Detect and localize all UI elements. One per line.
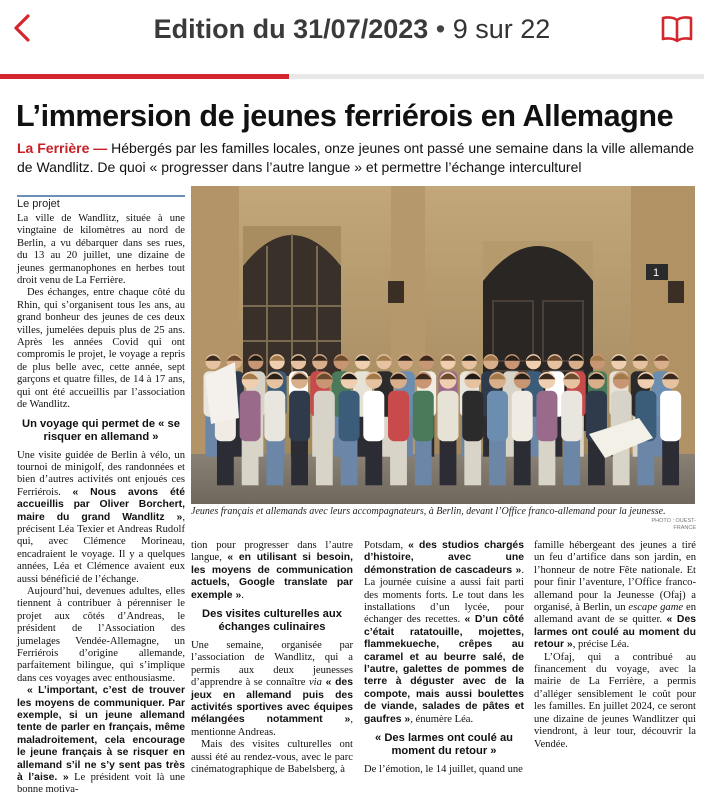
title-separator: •	[435, 14, 446, 44]
quote: « en utilisant si besoin, les moyens de communication actuels, Google translate par exemple »	[191, 552, 353, 601]
quote: « Nous avons été accueillis par Oliver Borchert, maire du grand Wandlitz »	[17, 486, 185, 523]
column-2	[191, 540, 353, 777]
text-run: , précise Léa.	[572, 639, 630, 651]
paragraph: Des échanges, entre chaque côté du Rhin, qui s’organisent tous les ans, au grand bonheur des jeunes de ces deux villes, jumelées depuis plus de 25 ans. Après les années Covid qui ont compromis le projet, le voyage a repris de plus belle avec, cette année, sept garçons et quatre filles, de 14 à 17 ans, qui ont été accueillis par l’association de Wandlitz.	[17, 287, 185, 411]
section-label: Le projet	[17, 195, 185, 211]
door-number: 1	[653, 267, 660, 279]
text-run: via	[308, 677, 322, 689]
paragraph: Mais des visites culturelles ont aussi été au rendez-vous, avec le parc cinématographique de Babelsberg, à	[191, 739, 353, 776]
photo-credit: PHOTO : OUEST-FRANCE	[651, 518, 696, 531]
subheading: Un voyage qui permet de « se risquer en allemand »	[22, 417, 180, 443]
photo-caption: Jeunes français et allemands avec leurs accompagnateurs, à Berlin, devant l’Office franco-allemand pour la jeunesse.	[191, 506, 666, 517]
paragraph	[17, 450, 185, 586]
text-run: Une visite guidée de Berlin à vélo, un tournoi de minigolf, des randonnées et bien d’autres activités ont enjoués ces Ferriérois.	[17, 449, 185, 498]
edition-label: Edition du 31/07/2023	[153, 14, 429, 44]
page-indicator: 9 sur 22	[452, 14, 551, 44]
text-run: Le président voit là une bonne motiva-	[17, 772, 186, 796]
paragraph	[364, 540, 524, 726]
quote: « Des larmes ont coulé au moment du retour »	[534, 614, 696, 651]
reading-progress-fill	[0, 74, 289, 79]
text-run: escape game	[628, 602, 684, 614]
text-run: tion pour progresser dans l’autre langue,	[191, 540, 353, 564]
text-run: Une semaine, organisée par l’association de Wandlitz, qui a permis aux deux jeunesses d’apprendre à se connaître	[191, 640, 353, 689]
subheading: « Des larmes ont coulé au moment du retour »	[374, 732, 514, 758]
quote: « L’important, c’est de trouver les moyens de communiquer. Par exemple, si un jeune allemand tente de parler en français, même maladroitement, cela encourage le jeune français à se risquer en allemand s’il ne s’y sent pas très à l’aise. »	[17, 685, 185, 784]
edition-title	[0, 12, 704, 46]
article-photo[interactable]	[191, 186, 695, 504]
text-run: . La journée cuisine a aussi fait parti des moments forts. Le tout dans les installations d’un lycée, pour échanger des recettes.	[364, 564, 524, 626]
quote: « D’un côté c’était ratatouille, mojettes, flammekueche, crêpes au caramel et au beurre salé, de l’autre, galettes de pommes de terre à déguster avec de la compote, mais aussi boulettes de viande, salades de pâtes et gaufres »	[364, 614, 524, 725]
text-run: , mentionne Andreas.	[191, 714, 353, 738]
paragraph: L’Ofaj, qui a contribué au financement du voyage, avec la mairie de La Ferrière, a permis d’alléger sensiblement le coût pour les familles. En juillet 2024, ce seront une dizaine de jeunes Wandlitzer qui viendront, à leur tour, découvrir la Vendée.	[534, 651, 696, 750]
group-photo-illustration	[191, 186, 695, 504]
quote: « des jeux en allemand puis des activités sportives avec équipes mélangées notamment »	[191, 677, 353, 726]
text-run: .	[241, 589, 244, 601]
paragraph: De l’émotion, le 14 juillet, quand une	[364, 764, 523, 776]
paragraph	[534, 540, 696, 652]
paragraph	[191, 640, 353, 739]
reading-progress-bar	[0, 74, 704, 79]
dateline: La Ferrière —	[17, 140, 108, 156]
open-book-icon[interactable]	[660, 14, 694, 44]
quote: « des studios chargés d’histoire, avec une démonstration de cascadeurs »	[364, 540, 524, 576]
article-title: L’immersion de jeunes ferriérois en Allemagne	[16, 99, 674, 133]
text-run: en allemand avant de se quitter.	[534, 602, 696, 626]
paragraph: Aujourd’hui, devenues adultes, elles tiennent à contribuer à pérenniser le projet aux côtés d’Andreas, le président de l’Association des jumelages Vendée-Allemagne, un Ferriérois d’origine allemande, parfaitement bilingue, qui s’implique dans ces voyages avec enthousiasme.	[17, 585, 185, 684]
subheading: Des visites culturelles aux échanges culinaires	[202, 608, 342, 634]
column-1	[17, 195, 185, 797]
column-3	[364, 540, 524, 777]
text-run: famille hébergeant des jeunes a tiré un feu d’artifice dans son jardin, en l’honneur de notre Fête nationale. Et pour finir l’aventure, l’Office franco-allemand pour la Jeunesse (Ofaj) a organisé, à Berlin, un	[534, 540, 696, 614]
paragraph	[191, 540, 353, 602]
column-4	[534, 540, 696, 751]
lead-text: Hébergés par les familles locales, onze jeunes ont passé une semaine dans la ville allemande de Wandlitz. De quoi « progresser dans l’autre langue » et permettre l’échange interculturel	[17, 140, 695, 175]
text-run: Potsdam,	[364, 540, 409, 551]
paragraph: La ville de Wandlitz, située à une vingtaine de kilomètres au nord de Berlin, a vu débarquer dans ses rues, du 13 au 20 juillet, une dizaine de jeunes germanophones en herbes tout droit venu de La Ferrière.	[17, 213, 185, 287]
paragraph	[17, 685, 185, 797]
article-lead	[17, 139, 697, 177]
top-bar	[0, 0, 704, 60]
text-run: , énumère Léa.	[410, 713, 474, 725]
text-run: , précisent Léa Texier et Andreas Rudolf qui, avec Clémence Morineau, encadraient le voyage. Il y a quelques années, Léa et Clémence avaient eux aussi bénéficié de l’échange.	[17, 511, 185, 585]
